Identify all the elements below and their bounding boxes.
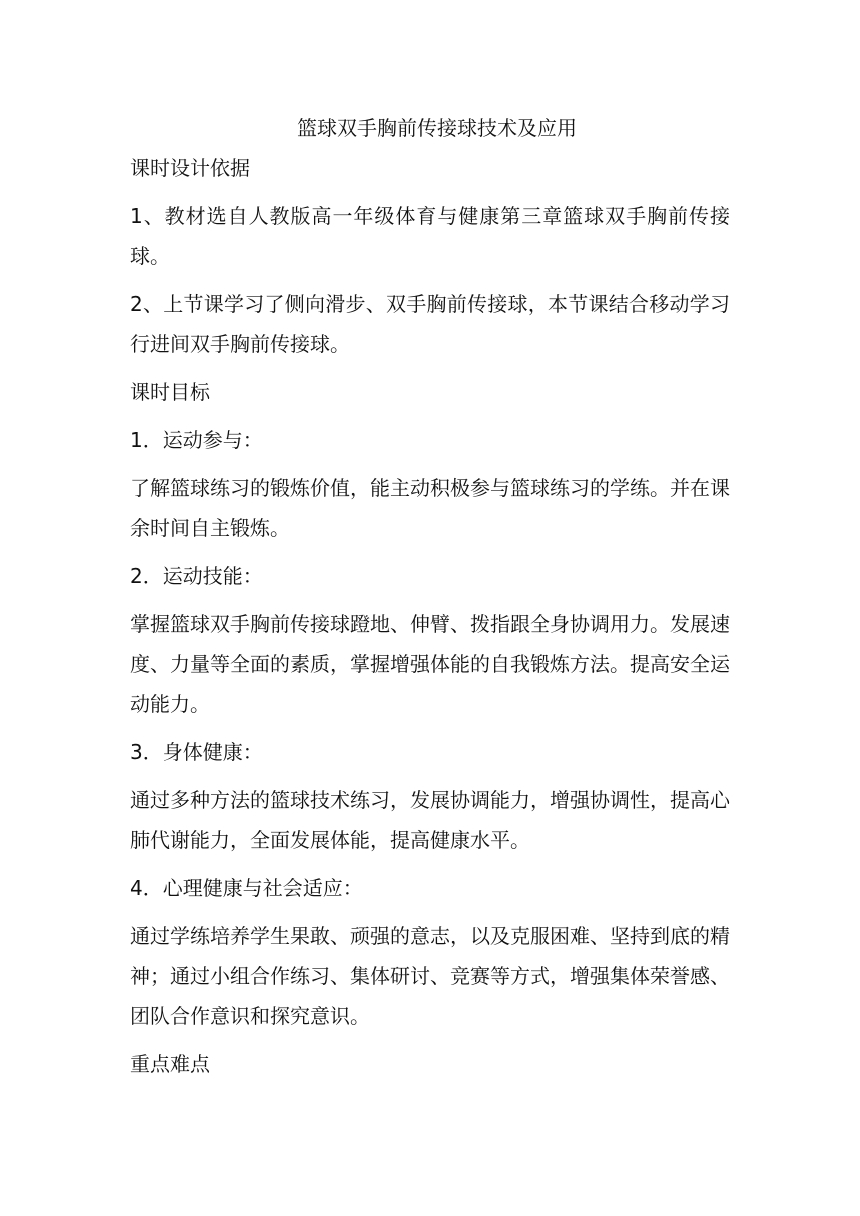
objective-label-skills: 2．运动技能： bbox=[130, 564, 263, 588]
section-heading-objectives: 课时目标 bbox=[130, 380, 210, 404]
objective-text-mental-social: 通过学练培养学生果敢、顽强的意志，以及克服困难、坚持到底的精神；通过小组合作练习、集体研讨、竞赛等方式，增强集体荣誉感、团队合作意识和探究意识。 bbox=[130, 924, 730, 1028]
objective-text-participation: 了解篮球练习的锻炼价值，能主动积极参与篮球练习的学练。并在课余时间自主锻炼。 bbox=[130, 476, 730, 540]
objective-label-participation: 1．运动参与： bbox=[130, 428, 263, 452]
objective-text-skills: 掌握篮球双手胸前传接球蹬地、伸臂、拨指跟全身协调用力。发展速度、力量等全面的素质，掌握增强体能的自我锻炼方法。提高安全运动能力。 bbox=[130, 612, 730, 716]
objective-text-health: 通过多种方法的篮球技术练习，发展协调能力，增强协调性，提高心肺代谢能力，全面发展体能，提高健康水平。 bbox=[130, 788, 730, 852]
section-heading-design-basis: 课时设计依据 bbox=[130, 156, 250, 180]
objective-label-mental-social: 4．心理健康与社会适应： bbox=[130, 876, 363, 900]
objective-label-health: 3．身体健康： bbox=[130, 740, 263, 764]
document-title: 篮球双手胸前传接球技术及应用 bbox=[297, 116, 577, 140]
document-body bbox=[130, 108, 730, 1084]
section-heading-key-points: 重点难点 bbox=[130, 1052, 210, 1076]
design-basis-item-1: 1、教材选自人教版高一年级体育与健康第三章篮球双手胸前传接球。 bbox=[130, 204, 730, 268]
design-basis-item-2: 2、上节课学习了侧向滑步、双手胸前传接球，本节课结合移动学习行进间双手胸前传接球。 bbox=[130, 292, 730, 356]
